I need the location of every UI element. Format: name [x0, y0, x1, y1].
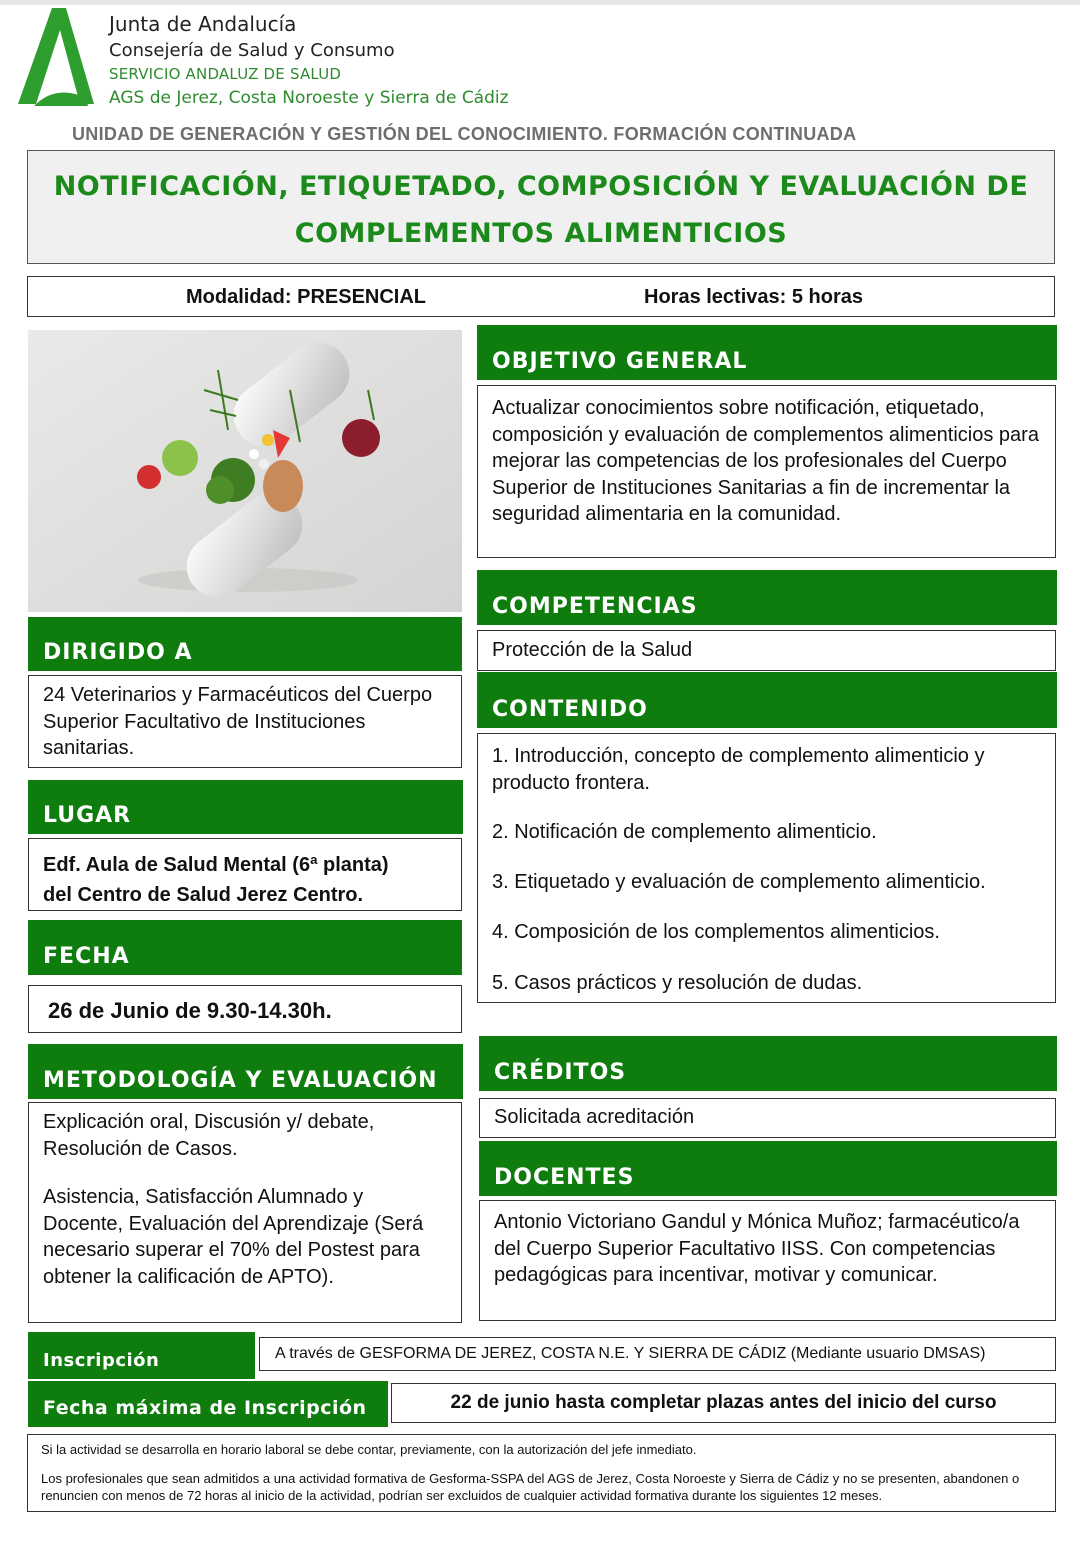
fecha-box — [28, 985, 462, 1033]
inscripcion-label: Inscripción — [28, 1332, 255, 1379]
junta-andalucia-logo — [16, 6, 96, 108]
contenido-item-5: 5. Casos prácticos y resolución de dudas. — [492, 971, 863, 994]
creditos-text: Solicitada acreditación — [494, 1106, 695, 1128]
org-department: Consejería de Salud y Consumo — [109, 40, 395, 61]
docentes-text: Antonio Victoriano Gandul y Mónica Muñoz; farmacéutico/a del Cuerpo Superior Facultativo IISS. Con competencias pedagógicas para incentivar, motivar y comunicar. — [494, 1211, 1020, 1286]
lugar-line2: del Centro de Salud Jerez Centro. — [43, 884, 364, 906]
footer-notes — [27, 1434, 1056, 1512]
creditos-heading: CRÉDITOS — [479, 1036, 1057, 1091]
contenido-item-2: 2. Notificación de complemento alimenticio. — [492, 821, 877, 843]
competencias-text: Protección de la Salud — [492, 639, 693, 661]
course-title-line1: NOTIFICACIÓN, ETIQUETADO, COMPOSICIÓN Y EVALUACIÓN DE — [53, 171, 1029, 202]
docentes-heading: DOCENTES — [479, 1141, 1057, 1196]
objetivo-box — [477, 385, 1056, 558]
competencias-heading: COMPETENCIAS — [477, 570, 1057, 625]
competencias-box — [477, 630, 1056, 671]
unit-line: UNIDAD DE GENERACIÓN Y GESTIÓN DEL CONOCIMIENTO. FORMACIÓN CONTINUADA — [72, 124, 857, 144]
docentes-box — [479, 1200, 1056, 1321]
metodologia-box — [28, 1102, 462, 1323]
fecha-maxima-text: 22 de junio hasta completar plazas antes del inicio del curso — [450, 1392, 997, 1413]
footer-note-1: Si la actividad se desarrolla en horario laboral se debe contar, previamente, con la autorización del jefe inmediato. — [41, 1442, 697, 1457]
fecha-heading: FECHA — [28, 920, 462, 975]
org-area: AGS de Jerez, Costa Noroeste y Sierra de Cádiz — [109, 88, 509, 108]
org-name: Junta de Andalucía — [109, 12, 297, 36]
course-title-box — [27, 150, 1055, 264]
inscripcion-box — [259, 1337, 1056, 1371]
modality-box — [27, 276, 1055, 317]
fecha-text: 26 de Junio de 9.30-14.30h. — [48, 998, 332, 1023]
creditos-box — [479, 1098, 1056, 1138]
fecha-maxima-label: Fecha máxima de Inscripción — [28, 1381, 388, 1427]
dirigido-text: 24 Veterinarios y Farmacéuticos del Cuerpo Superior Facultativo de Instituciones sanitarias. — [43, 684, 433, 759]
contenido-item-1: 1. Introducción, concepto de complemento alimenticio y producto frontera. — [492, 745, 985, 794]
metodologia-heading: METODOLOGÍA Y EVALUACIÓN — [28, 1044, 463, 1099]
lugar-box — [28, 838, 462, 911]
course-title-line2: COMPLEMENTOS ALIMENTICIOS — [294, 218, 788, 249]
lugar-line1: Edf. Aula de Salud Mental (6ª planta) — [43, 854, 389, 876]
contenido-item-4: 4. Composición de los complementos alimenticios. — [492, 921, 940, 943]
contenido-box — [477, 733, 1056, 1003]
modality-text: Modalidad: PRESENCIAL — [186, 286, 427, 308]
metodologia-para1: Explicación oral, Discusión y/ debate, Resolución de Casos. — [43, 1111, 375, 1160]
lugar-heading: LUGAR — [28, 780, 463, 834]
dirigido-heading: DIRIGIDO A — [28, 617, 462, 671]
org-service: SERVICIO ANDALUZ DE SALUD — [109, 65, 342, 83]
metodologia-para2: Asistencia, Satisfacción Alumnado y Docente, Evaluación del Aprendizaje (Será necesario superar el 70% del Postest para obtener la calificación de APTO). — [43, 1186, 424, 1288]
footer-note-2: Los profesionales que sean admitidos a una actividad formativa de Gesforma-SSPA del AGS de Jerez, Costa Noroeste y Sierra de Cádiz y no se presenten, abandonen o renuncien con menos de 72 horas al inicio de la actividad, podrían ser excluidos de cualquier actividad formativa durante los siguientes 12 meses. — [41, 1471, 1020, 1503]
objetivo-text: Actualizar conocimientos sobre notificación, etiquetado, composición y evaluación de complementos alimenticios para mejorar las competencias de los profesionales del Cuerpo Superior de Instituciones Sanitarias a fin de incrementar la seguridad alimentaria en la comunidad. — [492, 397, 1039, 525]
dirigido-box — [28, 675, 462, 768]
contenido-heading: CONTENIDO — [477, 672, 1057, 728]
objetivo-heading: OBJETIVO GENERAL — [477, 325, 1057, 380]
hours-text: Horas lectivas: 5 horas — [644, 286, 863, 308]
top-border — [0, 0, 1080, 5]
fecha-maxima-box — [391, 1383, 1056, 1423]
supplements-capsule-image — [28, 330, 462, 612]
contenido-item-3: 3. Etiquetado y evaluación de complemento alimenticio. — [492, 870, 986, 893]
inscripcion-text: A través de GESFORMA DE JEREZ, COSTA N.E. Y SIERRA DE CÁDIZ (Mediante usuario DMSAS) — [275, 1345, 986, 1362]
